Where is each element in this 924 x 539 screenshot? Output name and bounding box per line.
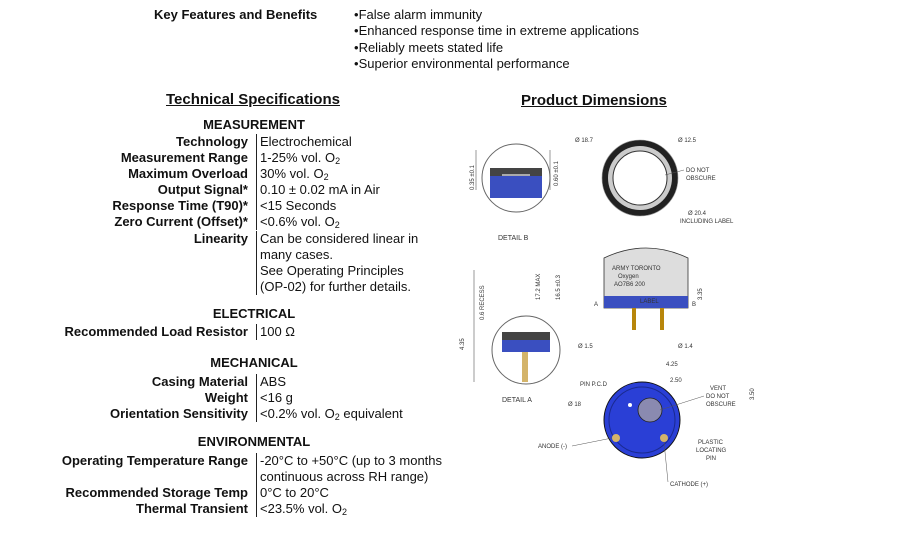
spec-row-technology: [0, 134, 470, 150]
spec-value: <15 Seconds: [256, 198, 460, 214]
dim-435: 4.35: [460, 338, 466, 350]
features-title: Key Features and Benefits: [154, 7, 318, 22]
dim-425: 4.25: [666, 362, 678, 368]
spec-value: 1-25% vol. $O_2$: [256, 150, 460, 166]
vent-1: VENT: [710, 386, 727, 392]
bottom-view-anode: [612, 434, 620, 442]
dim-pin-b: Ø 1.4: [678, 344, 693, 350]
spec-label: Measurement Range: [120, 150, 248, 165]
dim-side-2: 16.5 ±0.3: [556, 275, 562, 300]
incl-label-2: INCLUDING LABEL: [680, 219, 734, 225]
detail-b: [470, 144, 560, 242]
dim-face-dia: Ø 12.5: [678, 138, 697, 144]
spec-value: 0.10 ± 0.02 mA in Air: [256, 182, 460, 198]
spec-row-response: [0, 198, 470, 214]
spec-value: Electrochemical: [256, 134, 460, 150]
pin-left: [632, 308, 636, 330]
plastic-pin-3: PIN: [706, 456, 717, 462]
spec-label: Orientation Sensitivity: [110, 406, 248, 421]
side-view: [536, 248, 704, 350]
spec-label: Recommended Storage Temp: [65, 485, 248, 500]
dimensions-drawing: [440, 120, 780, 500]
bottom-view-body: [604, 382, 680, 458]
detail-b-body: [490, 176, 542, 198]
label-text-2: Oxygen: [618, 274, 639, 280]
spec-value: <0.2% vol. $O_2$ equivalent: [256, 406, 470, 422]
plastic-pin-1: PLASTIC: [698, 440, 724, 446]
spec-value: <16 g: [256, 390, 460, 406]
spec-row-output: [0, 182, 470, 198]
do-not-obscure-2: OBSCURE: [686, 176, 716, 182]
spec-row-overload: [0, 166, 470, 182]
spec-row-casing: [0, 374, 470, 390]
spec-label: Technology: [176, 134, 248, 149]
dim-bottom-dia: Ø 18: [568, 402, 582, 408]
dim-b-right: 0.60 ±0.1: [554, 161, 560, 186]
bottom-view-cathode: [660, 434, 668, 442]
detail-a-body: [502, 340, 550, 352]
top-view: [575, 138, 734, 225]
detail-a-pin: [522, 352, 528, 382]
spec-label: Linearity: [193, 231, 248, 246]
spec-label: Output Signal*: [157, 182, 248, 197]
spec-label: Weight: [204, 390, 248, 405]
product-dimensions-title: Product Dimensions: [521, 92, 667, 109]
detail-a: [460, 270, 560, 404]
spec-value: 100 Ω: [256, 324, 460, 340]
detail-a-cap: [502, 332, 550, 340]
top-view-face: [613, 151, 667, 205]
incl-label-1: Ø 20.4: [688, 211, 707, 217]
spec-row-weight: [0, 390, 470, 406]
spec-row-load: [0, 324, 470, 340]
spec-label: Response Time (T90)*: [112, 198, 248, 213]
spec-label: Thermal Transient: [136, 501, 248, 516]
vent-2: DO NOT: [706, 394, 730, 400]
dim-b-mark: B: [692, 302, 697, 308]
spec-label: Recommended Load Resistor: [64, 324, 248, 339]
detail-b-label: DETAIL B: [498, 235, 529, 242]
dim-a-mark: A: [594, 302, 599, 308]
spec-value: 0°C to 20°C: [256, 485, 460, 501]
spec-value: Can be considered linear in many cases. See Operating Principles (OP-02) for further details.: [256, 231, 460, 295]
mechanical-heading: MECHANICAL: [210, 355, 298, 370]
feature-item: • Enhanced response time in extreme applications: [354, 23, 639, 39]
spec-value: 30% vol. $O_2$: [256, 166, 460, 182]
dim-top-dia: Ø 18.7: [575, 138, 594, 144]
tech-spec-title: Technical Specifications: [166, 91, 340, 108]
spec-label: Casing Material: [151, 374, 248, 389]
spec-row-range: [0, 150, 470, 166]
spec-label: Operating Temperature Range: [61, 453, 248, 468]
spec-value: <23.5% vol. $O_2$: [256, 501, 460, 517]
spec-row-zero: [0, 214, 470, 230]
cap-label: LABEL: [640, 299, 659, 305]
dim-b-left: 0.35 ±0.1: [470, 165, 476, 190]
electrical-heading: ELECTRICAL: [212, 306, 296, 321]
label-text-3: AO7B6 200: [614, 282, 646, 288]
spec-row-temp: [0, 453, 470, 485]
spec-value: ABS: [256, 374, 460, 390]
spec-row-linearity: [0, 231, 470, 295]
detail-a-label: DETAIL A: [502, 397, 532, 404]
spec-row-orientation: [0, 406, 470, 422]
dim-recess: 0.6 RECESS: [480, 285, 486, 320]
spec-value: <0.6% vol. $O_2$: [256, 214, 460, 230]
dim-250: 2.50: [670, 378, 682, 384]
dim-350: 3.50: [750, 388, 756, 400]
label-text-1: ARMY TORONTO: [612, 266, 661, 272]
feature-item: • Reliably meets stated life: [354, 40, 639, 56]
bottom-view-vent: [638, 398, 662, 422]
bottom-view-locating-pin: [628, 403, 632, 407]
measurement-heading: MEASUREMENT: [203, 117, 305, 132]
spec-label: Zero Current (Offset)*: [114, 214, 248, 229]
vent-3: OBSCURE: [706, 402, 736, 408]
anode-label: ANODE (-): [538, 444, 567, 450]
pin-pcd: PIN P.C.D: [580, 382, 607, 388]
spec-row-transient: [0, 501, 470, 517]
feature-item: • Superior environmental performance: [354, 56, 639, 72]
spec-row-storage: [0, 485, 470, 501]
spec-value: -20°C to +50°C (up to 3 months continuous across RH range): [256, 453, 465, 485]
environmental-heading: ENVIRONMENTAL: [197, 434, 311, 449]
dim-side-1: 17.2 MAX: [536, 273, 542, 300]
plastic-pin-2: LOCATING: [696, 448, 727, 454]
cathode-label: CATHODE (+): [670, 482, 709, 488]
feature-item: • False alarm immunity: [354, 7, 639, 23]
do-not-obscure-1: DO NOT: [686, 168, 710, 174]
bottom-view: [538, 362, 756, 488]
dim-side-3: 3.35: [698, 288, 704, 300]
dim-pin-a: Ø 1.5: [578, 344, 593, 350]
spec-label: Maximum Overload: [128, 166, 248, 181]
pin-right: [660, 308, 664, 330]
